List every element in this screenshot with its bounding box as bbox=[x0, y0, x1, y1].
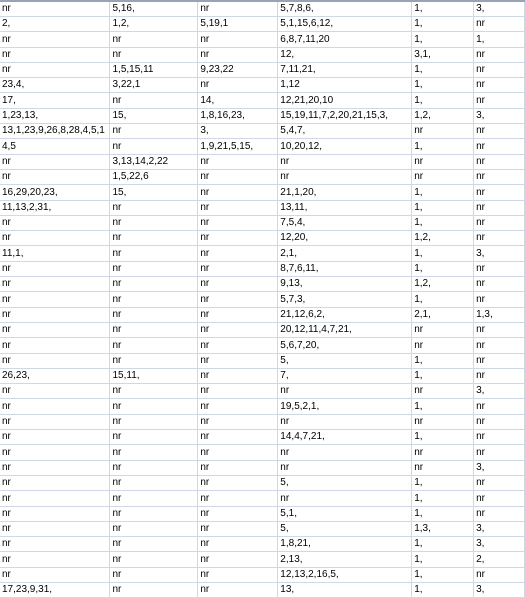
table-cell[interactable]: 1, bbox=[412, 185, 474, 200]
table-cell[interactable]: nr bbox=[474, 445, 525, 460]
table-cell[interactable]: nr bbox=[110, 506, 198, 521]
table-row bbox=[0, 277, 525, 292]
table-row bbox=[0, 292, 525, 307]
table-cell[interactable]: 7, bbox=[278, 368, 412, 383]
table-cell[interactable]: nr bbox=[278, 154, 412, 169]
table-cell[interactable]: 5,16, bbox=[110, 1, 198, 17]
table-cell[interactable]: nr bbox=[110, 292, 198, 307]
table-cell[interactable]: nr bbox=[0, 231, 110, 246]
table-cell[interactable]: 5,7,3, bbox=[278, 292, 412, 307]
table-cell[interactable]: nr bbox=[474, 368, 525, 383]
table-cell[interactable]: 1, bbox=[412, 475, 474, 490]
table-cell[interactable]: 15, bbox=[110, 185, 198, 200]
table-cell[interactable]: nr bbox=[0, 552, 110, 567]
table-cell[interactable]: nr bbox=[0, 537, 110, 552]
table-cell[interactable]: nr bbox=[110, 338, 198, 353]
table-cell[interactable]: 3, bbox=[474, 108, 525, 123]
table-cell[interactable]: 5,4,7, bbox=[278, 124, 412, 139]
table-cell[interactable]: 12, bbox=[278, 47, 412, 62]
table-row bbox=[0, 108, 525, 123]
table-cell[interactable]: nr bbox=[0, 399, 110, 414]
table-cell[interactable]: 3, bbox=[474, 384, 525, 399]
table-cell[interactable]: 5, bbox=[278, 475, 412, 490]
table-cell[interactable]: nr bbox=[0, 338, 110, 353]
table-cell[interactable]: 1,23,13, bbox=[0, 108, 110, 123]
table-cell[interactable]: 8,7,6,11, bbox=[278, 261, 412, 276]
table-cell[interactable]: nr bbox=[110, 430, 198, 445]
table-cell[interactable]: nr bbox=[110, 200, 198, 215]
table-cell[interactable]: nr bbox=[0, 353, 110, 368]
table-cell[interactable]: 26,23, bbox=[0, 368, 110, 383]
table-row bbox=[0, 491, 525, 506]
table-cell[interactable]: nr bbox=[474, 154, 525, 169]
table-cell[interactable]: 12,20, bbox=[278, 231, 412, 246]
table-cell[interactable]: nr bbox=[198, 368, 278, 383]
table-cell[interactable]: 2,1, bbox=[278, 246, 412, 261]
table-cell[interactable]: 21,12,6,2, bbox=[278, 307, 412, 322]
table-row bbox=[0, 261, 525, 276]
table-cell[interactable]: 3, bbox=[474, 246, 525, 261]
table-cell[interactable]: 23,4, bbox=[0, 78, 110, 93]
table-cell[interactable]: nr bbox=[0, 154, 110, 169]
table-cell[interactable]: nr bbox=[198, 567, 278, 582]
table-cell[interactable]: nr bbox=[412, 169, 474, 184]
table-cell[interactable]: 21,1,20, bbox=[278, 185, 412, 200]
table-cell[interactable]: nr bbox=[198, 277, 278, 292]
table-cell[interactable]: 1, bbox=[412, 491, 474, 506]
table-cell[interactable]: 9,13, bbox=[278, 277, 412, 292]
table-row bbox=[0, 78, 525, 93]
table-cell[interactable]: 1, bbox=[412, 368, 474, 383]
table-cell[interactable]: nr bbox=[412, 414, 474, 429]
table-cell[interactable]: nr bbox=[0, 1, 110, 17]
table-cell[interactable]: 1,2, bbox=[110, 17, 198, 32]
table-cell[interactable]: 1,2, bbox=[412, 231, 474, 246]
table-cell[interactable]: 1, bbox=[412, 246, 474, 261]
table-cell[interactable]: nr bbox=[0, 491, 110, 506]
table-cell[interactable]: 5,1, bbox=[278, 506, 412, 521]
table-cell[interactable]: nr bbox=[474, 338, 525, 353]
table-cell[interactable]: nr bbox=[0, 261, 110, 276]
table-cell[interactable]: nr bbox=[198, 215, 278, 230]
table-cell[interactable]: nr bbox=[110, 93, 198, 108]
table-cell[interactable]: nr bbox=[0, 277, 110, 292]
table-cell[interactable]: nr bbox=[110, 124, 198, 139]
table-cell[interactable]: nr bbox=[198, 154, 278, 169]
table-cell[interactable]: nr bbox=[0, 475, 110, 490]
table-row bbox=[0, 506, 525, 521]
table-cell[interactable]: nr bbox=[110, 567, 198, 582]
table-row bbox=[0, 430, 525, 445]
table-cell[interactable]: 1, bbox=[412, 17, 474, 32]
table-cell[interactable]: 1,3, bbox=[412, 521, 474, 536]
table-cell[interactable]: 3, bbox=[198, 124, 278, 139]
table-cell[interactable]: nr bbox=[474, 292, 525, 307]
table-cell[interactable]: nr bbox=[110, 460, 198, 475]
table-row bbox=[0, 460, 525, 475]
table-cell[interactable]: nr bbox=[110, 353, 198, 368]
table-cell[interactable]: 1, bbox=[412, 582, 474, 597]
table-cell[interactable]: nr bbox=[474, 93, 525, 108]
table-row bbox=[0, 93, 525, 108]
table-row bbox=[0, 552, 525, 567]
table-row bbox=[0, 537, 525, 552]
table-cell[interactable]: nr bbox=[198, 32, 278, 47]
table-cell[interactable]: nr bbox=[198, 292, 278, 307]
table-cell[interactable]: nr bbox=[0, 506, 110, 521]
table-cell[interactable]: nr bbox=[198, 582, 278, 597]
table-cell[interactable]: nr bbox=[198, 78, 278, 93]
table-cell[interactable]: 3,13,14,2,22 bbox=[110, 154, 198, 169]
table-cell[interactable]: 1,9,21,5,15, bbox=[198, 139, 278, 154]
table-cell[interactable]: 5,7,8,6, bbox=[278, 1, 412, 17]
table-cell[interactable]: nr bbox=[0, 47, 110, 62]
table-cell[interactable]: 1,2, bbox=[412, 108, 474, 123]
table-cell[interactable]: nr bbox=[198, 384, 278, 399]
table-cell[interactable]: nr bbox=[198, 169, 278, 184]
table-cell[interactable]: 1, bbox=[412, 62, 474, 77]
table-row bbox=[0, 567, 525, 582]
table-cell[interactable]: nr bbox=[0, 62, 110, 77]
table-cell[interactable]: 1, bbox=[412, 399, 474, 414]
table-row bbox=[0, 154, 525, 169]
table-cell[interactable]: nr bbox=[474, 62, 525, 77]
table-cell[interactable]: nr bbox=[412, 460, 474, 475]
table-cell[interactable]: 1, bbox=[412, 32, 474, 47]
table-cell[interactable]: nr bbox=[278, 384, 412, 399]
table-cell[interactable]: nr bbox=[110, 552, 198, 567]
table-cell[interactable]: 17, bbox=[0, 93, 110, 108]
table-cell[interactable]: 13, bbox=[278, 582, 412, 597]
table-cell[interactable]: nr bbox=[110, 277, 198, 292]
table-row bbox=[0, 124, 525, 139]
table-cell[interactable]: nr bbox=[474, 231, 525, 246]
table-cell[interactable]: nr bbox=[278, 414, 412, 429]
table-cell[interactable]: nr bbox=[474, 17, 525, 32]
table-row bbox=[0, 353, 525, 368]
table-cell[interactable]: nr bbox=[412, 384, 474, 399]
table-row bbox=[0, 322, 525, 337]
table-cell[interactable]: nr bbox=[198, 200, 278, 215]
table-cell[interactable]: 5,6,7,20, bbox=[278, 338, 412, 353]
table-cell[interactable]: 2, bbox=[0, 17, 110, 32]
table-cell[interactable]: nr bbox=[110, 521, 198, 536]
table-cell[interactable]: nr bbox=[278, 445, 412, 460]
table-cell[interactable]: 2,13, bbox=[278, 552, 412, 567]
table-cell[interactable]: 1, bbox=[474, 32, 525, 47]
table-cell[interactable]: nr bbox=[110, 139, 198, 154]
table-row bbox=[0, 475, 525, 490]
table-cell[interactable]: nr bbox=[198, 491, 278, 506]
table-cell[interactable]: nr bbox=[474, 124, 525, 139]
table-cell[interactable]: nr bbox=[0, 169, 110, 184]
table-cell[interactable]: nr bbox=[474, 139, 525, 154]
table-cell[interactable]: nr bbox=[0, 445, 110, 460]
table-cell[interactable]: nr bbox=[278, 491, 412, 506]
table-cell[interactable]: 1, bbox=[412, 567, 474, 582]
table-cell[interactable]: 1,5,22,6 bbox=[110, 169, 198, 184]
table-cell[interactable]: nr bbox=[0, 215, 110, 230]
table-cell[interactable]: 4,5 bbox=[0, 139, 110, 154]
table-cell[interactable]: nr bbox=[110, 231, 198, 246]
table-row bbox=[0, 414, 525, 429]
table-cell[interactable]: 12,21,20,10 bbox=[278, 93, 412, 108]
table-row bbox=[0, 185, 525, 200]
table-cell[interactable]: nr bbox=[198, 445, 278, 460]
table-cell[interactable]: 3, bbox=[474, 1, 525, 17]
table-cell[interactable]: nr bbox=[198, 1, 278, 17]
table-cell[interactable]: 7,11,21, bbox=[278, 62, 412, 77]
table-cell[interactable]: 16,29,20,23, bbox=[0, 185, 110, 200]
table-row bbox=[0, 399, 525, 414]
table-cell[interactable]: 1, bbox=[412, 506, 474, 521]
table-cell[interactable]: nr bbox=[0, 32, 110, 47]
table-row bbox=[0, 246, 525, 261]
table-row bbox=[0, 231, 525, 246]
table-row bbox=[0, 307, 525, 322]
table-cell[interactable]: nr bbox=[278, 460, 412, 475]
table-cell[interactable]: nr bbox=[110, 32, 198, 47]
table-cell[interactable]: 1,2, bbox=[412, 277, 474, 292]
table-row bbox=[0, 384, 525, 399]
table-cell[interactable]: nr bbox=[474, 491, 525, 506]
table-cell[interactable]: nr bbox=[198, 460, 278, 475]
table-cell[interactable]: 15,11, bbox=[110, 368, 198, 383]
table-cell[interactable]: nr bbox=[0, 521, 110, 536]
table-cell[interactable]: 3, bbox=[474, 582, 525, 597]
table-cell[interactable]: 3,22,1 bbox=[110, 78, 198, 93]
table-cell[interactable]: 2, bbox=[474, 552, 525, 567]
table-cell[interactable]: nr bbox=[198, 414, 278, 429]
table-cell[interactable]: nr bbox=[198, 399, 278, 414]
table-cell[interactable]: 13,11, bbox=[278, 200, 412, 215]
table-cell[interactable]: 3,1, bbox=[412, 47, 474, 62]
table-cell[interactable]: nr bbox=[412, 154, 474, 169]
table-cell[interactable]: nr bbox=[0, 430, 110, 445]
table-cell[interactable]: nr bbox=[110, 445, 198, 460]
table-cell[interactable]: nr bbox=[0, 460, 110, 475]
table-cell[interactable]: nr bbox=[474, 169, 525, 184]
table-cell[interactable]: nr bbox=[110, 537, 198, 552]
table-row bbox=[0, 47, 525, 62]
table-cell[interactable]: 19,5,2,1, bbox=[278, 399, 412, 414]
table-row bbox=[0, 32, 525, 47]
table-cell[interactable]: nr bbox=[198, 261, 278, 276]
table-cell[interactable]: nr bbox=[474, 215, 525, 230]
table-cell[interactable]: 20,12,11,4,7,21, bbox=[278, 322, 412, 337]
table-cell[interactable]: 15,19,11,7,2,20,21,15,3, bbox=[278, 108, 412, 123]
table-cell[interactable]: nr bbox=[474, 261, 525, 276]
table-row bbox=[0, 169, 525, 184]
table-cell[interactable]: 5, bbox=[278, 521, 412, 536]
table-cell[interactable]: 5,19,1 bbox=[198, 17, 278, 32]
table-cell[interactable]: nr bbox=[198, 322, 278, 337]
table-cell[interactable]: nr bbox=[474, 399, 525, 414]
table-cell[interactable]: 1,3, bbox=[474, 307, 525, 322]
table-row bbox=[0, 139, 525, 154]
table-cell[interactable]: nr bbox=[110, 491, 198, 506]
table-cell[interactable]: nr bbox=[474, 414, 525, 429]
table-row bbox=[0, 338, 525, 353]
table-cell[interactable]: 11,13,2,31, bbox=[0, 200, 110, 215]
table-cell[interactable]: 1, bbox=[412, 139, 474, 154]
table-cell[interactable]: 1, bbox=[412, 78, 474, 93]
table-cell[interactable]: nr bbox=[110, 414, 198, 429]
table-cell[interactable]: nr bbox=[474, 185, 525, 200]
table-cell[interactable]: 5,1,15,6,12, bbox=[278, 17, 412, 32]
table-cell[interactable]: nr bbox=[412, 322, 474, 337]
table-cell[interactable]: nr bbox=[474, 353, 525, 368]
table-cell[interactable]: nr bbox=[0, 307, 110, 322]
table-cell[interactable]: nr bbox=[0, 414, 110, 429]
table-cell[interactable]: nr bbox=[198, 185, 278, 200]
table-cell[interactable]: 1, bbox=[412, 261, 474, 276]
table-cell[interactable]: nr bbox=[110, 307, 198, 322]
table-row bbox=[0, 521, 525, 536]
table-cell[interactable]: 1, bbox=[412, 1, 474, 17]
table-cell[interactable]: nr bbox=[474, 567, 525, 582]
table-cell[interactable]: 9,23,22 bbox=[198, 62, 278, 77]
table-cell[interactable]: nr bbox=[198, 246, 278, 261]
table-cell[interactable]: 13,1,23,9,26,8,28,4,5,1 bbox=[0, 124, 110, 139]
table-row bbox=[0, 17, 525, 32]
table-cell[interactable]: nr bbox=[110, 475, 198, 490]
table-cell[interactable]: 17,23,9,31, bbox=[0, 582, 110, 597]
table-cell[interactable]: 14,4,7,21, bbox=[278, 430, 412, 445]
table-cell[interactable]: 6,8,7,11,20 bbox=[278, 32, 412, 47]
table-cell[interactable]: nr bbox=[0, 292, 110, 307]
table-cell[interactable]: nr bbox=[0, 567, 110, 582]
table-cell[interactable]: nr bbox=[110, 47, 198, 62]
table-cell[interactable]: 1,12 bbox=[278, 78, 412, 93]
table-cell[interactable]: nr bbox=[198, 552, 278, 567]
table-cell[interactable]: 15, bbox=[110, 108, 198, 123]
table-cell[interactable]: nr bbox=[110, 322, 198, 337]
table-cell[interactable]: nr bbox=[198, 338, 278, 353]
table-cell[interactable]: 1, bbox=[412, 537, 474, 552]
table-cell[interactable]: nr bbox=[110, 399, 198, 414]
table-cell[interactable]: nr bbox=[110, 246, 198, 261]
table-cell[interactable]: 10,20,12, bbox=[278, 139, 412, 154]
table-row bbox=[0, 445, 525, 460]
table-cell[interactable]: nr bbox=[474, 277, 525, 292]
table-cell[interactable]: 1, bbox=[412, 292, 474, 307]
table-cell[interactable]: nr bbox=[198, 521, 278, 536]
table-cell[interactable]: nr bbox=[0, 322, 110, 337]
table-cell[interactable]: nr bbox=[474, 506, 525, 521]
table-cell[interactable]: nr bbox=[198, 506, 278, 521]
table-row bbox=[0, 215, 525, 230]
table-cell[interactable]: 1, bbox=[412, 353, 474, 368]
table-cell[interactable]: 7,5,4, bbox=[278, 215, 412, 230]
table-cell[interactable]: 1, bbox=[412, 200, 474, 215]
table-cell[interactable]: nr bbox=[110, 582, 198, 597]
table-cell[interactable]: 1, bbox=[412, 93, 474, 108]
table-cell[interactable]: 14, bbox=[198, 93, 278, 108]
table-cell[interactable]: nr bbox=[474, 200, 525, 215]
table-cell[interactable]: 1, bbox=[412, 215, 474, 230]
table-cell[interactable]: 1, bbox=[412, 430, 474, 445]
table-cell[interactable]: nr bbox=[198, 537, 278, 552]
table-cell[interactable]: 1,8,21, bbox=[278, 537, 412, 552]
table-cell[interactable]: nr bbox=[474, 47, 525, 62]
table-cell[interactable]: nr bbox=[412, 338, 474, 353]
table-cell[interactable]: nr bbox=[198, 430, 278, 445]
table-cell[interactable]: nr bbox=[110, 261, 198, 276]
table-cell[interactable]: 1,8,16,23, bbox=[198, 108, 278, 123]
table-row bbox=[0, 1, 525, 17]
table-cell[interactable]: nr bbox=[412, 445, 474, 460]
table-cell[interactable]: nr bbox=[110, 384, 198, 399]
table-cell[interactable]: nr bbox=[198, 47, 278, 62]
table-cell[interactable]: 1,5,15,11 bbox=[110, 62, 198, 77]
table-cell[interactable]: nr bbox=[198, 231, 278, 246]
table-cell[interactable]: 12,13,2,16,5, bbox=[278, 567, 412, 582]
table-cell[interactable]: nr bbox=[278, 169, 412, 184]
table-row bbox=[0, 368, 525, 383]
table-cell[interactable]: 11,1, bbox=[0, 246, 110, 261]
table-cell[interactable]: nr bbox=[412, 124, 474, 139]
table-cell[interactable]: nr bbox=[474, 78, 525, 93]
table-cell[interactable]: nr bbox=[110, 215, 198, 230]
table-cell[interactable]: nr bbox=[474, 430, 525, 445]
table-cell[interactable]: 2,1, bbox=[412, 307, 474, 322]
table-cell[interactable]: nr bbox=[0, 384, 110, 399]
table-cell[interactable]: 1, bbox=[412, 552, 474, 567]
table-row bbox=[0, 582, 525, 597]
table-cell[interactable]: nr bbox=[198, 353, 278, 368]
table-row bbox=[0, 62, 525, 77]
table-cell[interactable]: 3, bbox=[474, 460, 525, 475]
table-cell[interactable]: 5, bbox=[278, 353, 412, 368]
table-cell[interactable]: nr bbox=[198, 475, 278, 490]
table-cell[interactable]: 3, bbox=[474, 521, 525, 536]
table-cell[interactable]: nr bbox=[198, 307, 278, 322]
table-cell[interactable]: 3, bbox=[474, 537, 525, 552]
table-cell[interactable]: nr bbox=[474, 322, 525, 337]
table-row bbox=[0, 200, 525, 215]
table-cell[interactable]: nr bbox=[474, 475, 525, 490]
